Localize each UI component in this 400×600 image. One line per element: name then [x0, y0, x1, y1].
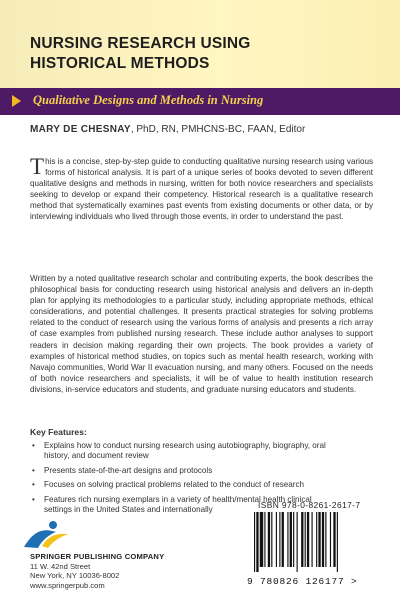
author-credentials: , PhD, RN, PMHCNS-BC, FAAN, Editor	[130, 124, 306, 135]
list-item	[30, 480, 330, 490]
key-features-heading: Key Features:	[30, 427, 87, 437]
bullet-icon: •	[32, 494, 35, 504]
arrow-icon	[12, 95, 21, 107]
book-title-line-1: NURSING RESEARCH USING	[30, 35, 251, 52]
description-paragraph-1	[30, 156, 373, 223]
barcode-digits: 9 780826 126177 >	[247, 576, 358, 587]
list-item	[30, 441, 330, 462]
feature-text: Explains how to conduct nursing research using autobiography, biography, oral history, and document review	[44, 441, 326, 461]
address-line-1: 11 W. 42nd Street	[30, 562, 91, 571]
paragraph-1-text: his is a concise, step-by-step guide to conducting qualitative nursing research using various forms of historical analysis. It is part of a unique series of books devoted to seven different qualitative designs and methods in nursing, written for both novice researchers and specialists seeking to develop or expand their competency. Historical research is a qualitative research method that systematically examines past events from existing documents or other data, or by interviewing individuals who lived through those events, in order to understand the past.	[30, 157, 373, 222]
book-title-line-2: HISTORICAL METHODS	[30, 55, 210, 72]
barcode-icon	[250, 512, 375, 572]
publisher-address	[30, 562, 119, 590]
bullet-icon: •	[32, 480, 35, 490]
description-paragraph-2: Written by a noted qualitative research scholar and contributing experts, the book describes the philosophical basis for conducting research using historical analysis and delivers an in-depth plan for applying its methodologies to a particular study, including appropriate methods, ethical considerations, and potential challenges. It presents practical strategies for solving problems related to the conduct of research using the various forms of analysis and presents a rich array of case examples from published nursing research. These include author analyses to support readers in decision making regarding their own projects. The book provides a variety of examples of historical method studies, on topics such as mental health research, working with Navajo communities, World War II evacuation nursing, and many others. Focused on the needs of both novice researchers and specialists, it will be of value to health institution research divisions, in-service educators and students, and graduate nursing educators and students.	[30, 274, 373, 394]
isbn-label: ISBN 978-0-8261-2617-7	[258, 500, 361, 510]
address-line-2: New York, NY 10036-8002	[30, 571, 120, 581]
address-line-3: www.springerpub.com	[30, 580, 105, 590]
series-title: Qualitative Designs and Methods in Nursing	[33, 93, 264, 107]
author-name: MARY DE CHESNAY	[30, 124, 131, 135]
author-line	[30, 124, 305, 135]
feature-text: Features rich nursing exemplars in a variety of health/mental health clinical settings in the United States and internationally	[44, 494, 312, 515]
list-item	[30, 466, 330, 476]
bullet-icon: •	[32, 441, 35, 450]
feature-text: Focuses on solving practical problems related to the conduct of research	[44, 480, 305, 490]
feature-text: Presents state-of-the-art designs and protocols	[44, 465, 213, 475]
publisher-name: SPRINGER PUBLISHING COMPANY	[30, 552, 165, 561]
book-title	[30, 34, 380, 74]
bullet-icon: •	[32, 465, 35, 475]
springer-logo-icon	[20, 520, 72, 550]
drop-cap: T	[30, 154, 45, 179]
